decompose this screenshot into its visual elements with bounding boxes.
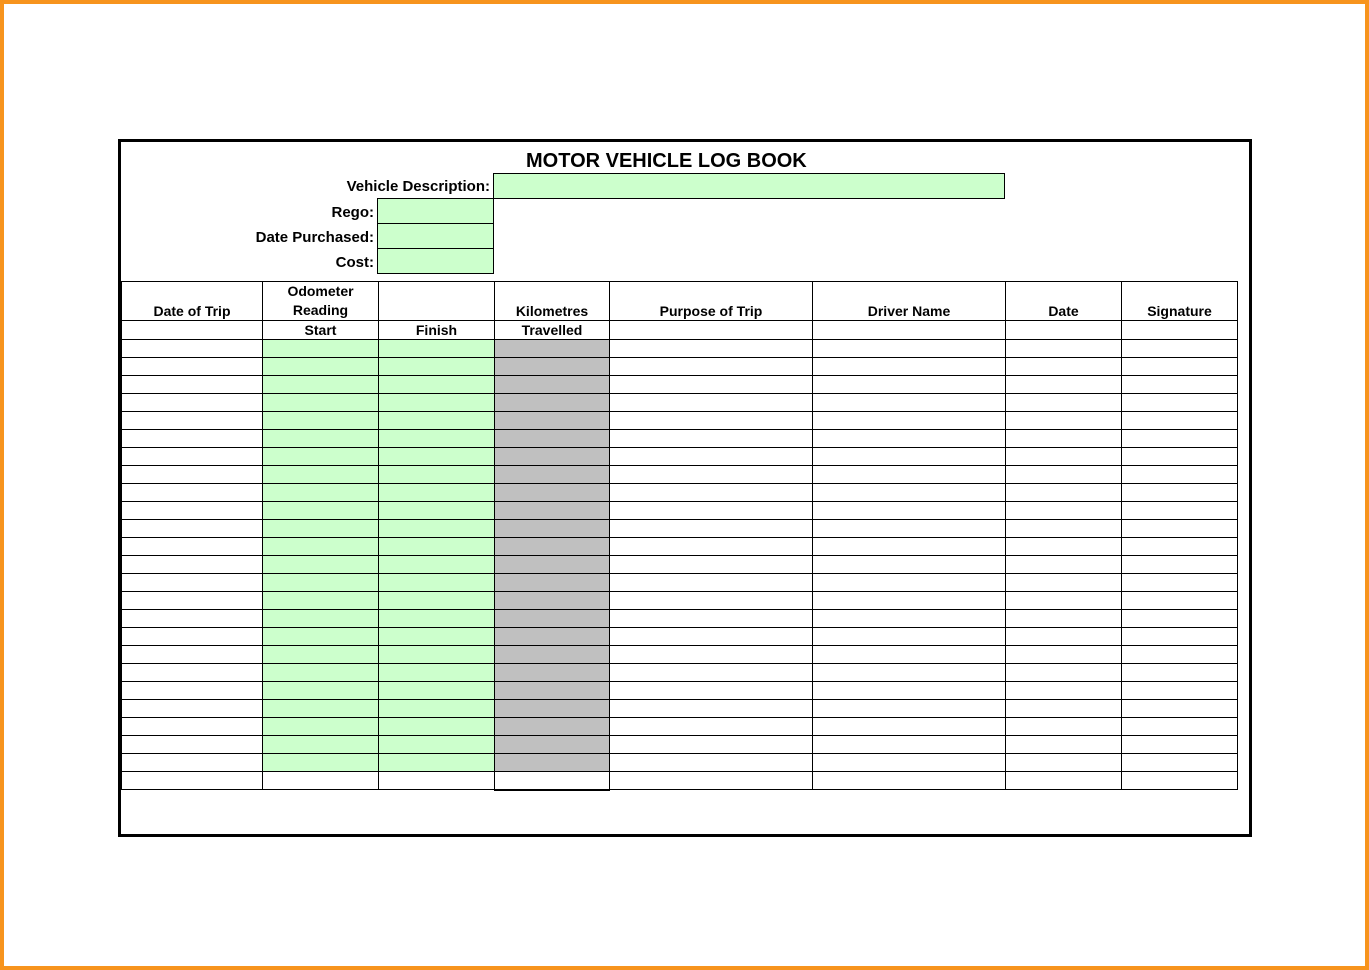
date-cell[interactable] (1006, 646, 1122, 664)
driver-name-cell[interactable] (813, 772, 1006, 790)
date-of-trip-cell[interactable] (122, 412, 263, 430)
date-purchased-label: Date Purchased: (255, 229, 374, 246)
purpose-of-trip-cell[interactable] (610, 646, 813, 664)
date-of-trip-cell[interactable] (122, 610, 263, 628)
purpose-of-trip-cell[interactable] (610, 700, 813, 718)
kilometres-travelled-cell (495, 448, 610, 466)
date-cell[interactable] (1006, 376, 1122, 394)
signature-cell[interactable] (1122, 538, 1238, 556)
odometer-finish-cell[interactable] (379, 772, 495, 790)
rego-field[interactable] (377, 198, 494, 224)
kilometres-travelled-cell (495, 376, 610, 394)
odometer-finish-cell[interactable] (379, 610, 495, 628)
signature-cell[interactable] (1122, 574, 1238, 592)
table-row (122, 502, 1238, 520)
odometer-start-cell[interactable] (263, 736, 379, 754)
kilometres-travelled-cell (495, 412, 610, 430)
purpose-of-trip-cell[interactable] (610, 358, 813, 376)
driver-name-cell[interactable] (813, 502, 1006, 520)
kilometres-travelled-cell (495, 718, 610, 736)
odometer-start-cell[interactable] (263, 430, 379, 448)
driver-name-cell[interactable] (813, 484, 1006, 502)
odometer-finish-cell[interactable] (379, 646, 495, 664)
odometer-start-cell[interactable] (263, 376, 379, 394)
table-row (122, 448, 1238, 466)
kilometres-travelled-cell (495, 556, 610, 574)
signature-cell[interactable] (1122, 340, 1238, 358)
signature-cell[interactable] (1122, 628, 1238, 646)
odometer-start-cell[interactable] (263, 358, 379, 376)
table-row (122, 610, 1238, 628)
date-of-trip-cell[interactable] (122, 664, 263, 682)
date-of-trip-cell[interactable] (122, 430, 263, 448)
vehicle-description-label: Vehicle Description: (346, 178, 490, 195)
odometer-start-cell[interactable] (263, 772, 379, 790)
trip-log-table (121, 281, 1238, 791)
purpose-of-trip-cell[interactable] (610, 664, 813, 682)
purpose-of-trip-cell[interactable] (610, 376, 813, 394)
date-cell[interactable] (1006, 448, 1122, 466)
kilometres-travelled-cell (495, 574, 610, 592)
date-of-trip-cell[interactable] (122, 466, 263, 484)
purpose-of-trip-cell[interactable] (610, 394, 813, 412)
date-of-trip-cell[interactable] (122, 772, 263, 790)
date-of-trip-cell[interactable] (122, 538, 263, 556)
date-cell[interactable] (1006, 628, 1122, 646)
date-cell[interactable] (1006, 556, 1122, 574)
header-date-of-trip-cont (122, 321, 263, 340)
header-row-1 (122, 282, 1238, 321)
driver-name-cell[interactable] (813, 556, 1006, 574)
signature-cell[interactable] (1122, 664, 1238, 682)
purpose-of-trip-cell[interactable] (610, 430, 813, 448)
header-purpose-of-trip: Purpose of Trip (610, 282, 813, 321)
table-row (122, 718, 1238, 736)
odometer-finish-cell[interactable] (379, 592, 495, 610)
driver-name-cell[interactable] (813, 520, 1006, 538)
driver-name-cell[interactable] (813, 664, 1006, 682)
odometer-start-cell[interactable] (263, 610, 379, 628)
purpose-of-trip-cell[interactable] (610, 592, 813, 610)
date-cell[interactable] (1006, 484, 1122, 502)
table-row (122, 538, 1238, 556)
date-of-trip-cell[interactable] (122, 646, 263, 664)
kilometres-travelled-cell (495, 358, 610, 376)
driver-name-cell[interactable] (813, 592, 1006, 610)
header-date-of-trip: Date of Trip (122, 282, 263, 321)
table-row (122, 556, 1238, 574)
driver-name-cell[interactable] (813, 736, 1006, 754)
signature-cell[interactable] (1122, 772, 1238, 790)
odometer-finish-cell[interactable] (379, 376, 495, 394)
driver-name-cell[interactable] (813, 754, 1006, 772)
odometer-start-cell[interactable] (263, 700, 379, 718)
signature-cell[interactable] (1122, 754, 1238, 772)
table-row (122, 646, 1238, 664)
signature-cell[interactable] (1122, 736, 1238, 754)
odometer-start-cell[interactable] (263, 682, 379, 700)
header-odometer-reading (263, 282, 379, 321)
table-row (122, 574, 1238, 592)
date-purchased-field[interactable] (377, 223, 494, 249)
date-of-trip-cell[interactable] (122, 502, 263, 520)
header-driver-name: Driver Name (813, 282, 1006, 321)
header-start: Start (263, 321, 379, 340)
signature-cell[interactable] (1122, 520, 1238, 538)
date-of-trip-cell[interactable] (122, 700, 263, 718)
odometer-finish-cell[interactable] (379, 466, 495, 484)
odometer-start-cell[interactable] (263, 664, 379, 682)
kilometres-travelled-cell (495, 502, 610, 520)
odometer-start-cell[interactable] (263, 574, 379, 592)
rego-label: Rego: (331, 204, 374, 221)
odometer-start-cell[interactable] (263, 394, 379, 412)
driver-name-cell[interactable] (813, 340, 1006, 358)
odometer-finish-cell[interactable] (379, 358, 495, 376)
signature-cell[interactable] (1122, 502, 1238, 520)
date-cell[interactable] (1006, 394, 1122, 412)
date-cell[interactable] (1006, 430, 1122, 448)
signature-cell[interactable] (1122, 592, 1238, 610)
kilometres-travelled-cell (495, 592, 610, 610)
date-cell[interactable] (1006, 466, 1122, 484)
odometer-start-cell[interactable] (263, 340, 379, 358)
table-row (122, 736, 1238, 754)
date-of-trip-cell[interactable] (122, 520, 263, 538)
driver-name-cell[interactable] (813, 394, 1006, 412)
odometer-start-cell[interactable] (263, 628, 379, 646)
date-of-trip-cell[interactable] (122, 340, 263, 358)
odometer-finish-cell[interactable] (379, 574, 495, 592)
driver-name-cell[interactable] (813, 358, 1006, 376)
odometer-finish-cell[interactable] (379, 340, 495, 358)
signature-cell[interactable] (1122, 682, 1238, 700)
date-cell[interactable] (1006, 736, 1122, 754)
odometer-start-cell[interactable] (263, 520, 379, 538)
odometer-start-cell[interactable] (263, 466, 379, 484)
signature-cell[interactable] (1122, 466, 1238, 484)
odometer-finish-cell[interactable] (379, 430, 495, 448)
table-row (122, 376, 1238, 394)
odometer-finish-cell[interactable] (379, 520, 495, 538)
signature-cell[interactable] (1122, 556, 1238, 574)
header-finish: Finish (379, 321, 495, 340)
odometer-start-cell[interactable] (263, 556, 379, 574)
odometer-finish-cell[interactable] (379, 754, 495, 772)
header-driver-cont (813, 321, 1006, 340)
kilometres-travelled-cell (495, 340, 610, 358)
odometer-finish-cell[interactable] (379, 664, 495, 682)
kilometres-travelled-cell (495, 646, 610, 664)
signature-cell[interactable] (1122, 718, 1238, 736)
purpose-of-trip-cell[interactable] (610, 340, 813, 358)
kilometres-travelled-cell (495, 682, 610, 700)
table-row (122, 682, 1238, 700)
driver-name-cell[interactable] (813, 430, 1006, 448)
date-cell[interactable] (1006, 664, 1122, 682)
header-date-cont (1006, 321, 1122, 340)
header-blank (379, 282, 495, 321)
date-cell[interactable] (1006, 358, 1122, 376)
kilometres-travelled-cell (495, 520, 610, 538)
driver-name-cell[interactable] (813, 628, 1006, 646)
kilometres-travelled-cell (495, 754, 610, 772)
signature-cell[interactable] (1122, 358, 1238, 376)
signature-cell[interactable] (1122, 448, 1238, 466)
purpose-of-trip-cell[interactable] (610, 412, 813, 430)
driver-name-cell[interactable] (813, 376, 1006, 394)
header-travelled: Travelled (495, 321, 610, 340)
odometer-start-cell[interactable] (263, 592, 379, 610)
driver-name-cell[interactable] (813, 682, 1006, 700)
table-row (122, 340, 1238, 358)
date-of-trip-cell[interactable] (122, 448, 263, 466)
date-of-trip-cell[interactable] (122, 394, 263, 412)
header-odometer-line2: Reading (292, 302, 349, 318)
odometer-finish-cell[interactable] (379, 448, 495, 466)
driver-name-cell[interactable] (813, 646, 1006, 664)
signature-cell[interactable] (1122, 484, 1238, 502)
kilometres-travelled-cell (495, 466, 610, 484)
odometer-start-cell[interactable] (263, 502, 379, 520)
signature-cell[interactable] (1122, 700, 1238, 718)
header-purpose-cont (610, 321, 813, 340)
purpose-of-trip-cell[interactable] (610, 556, 813, 574)
purpose-of-trip-cell[interactable] (610, 538, 813, 556)
signature-cell[interactable] (1122, 610, 1238, 628)
kilometres-travelled-cell (495, 484, 610, 502)
table-row (122, 358, 1238, 376)
date-cell[interactable] (1006, 502, 1122, 520)
odometer-finish-cell[interactable] (379, 412, 495, 430)
driver-name-cell[interactable] (813, 466, 1006, 484)
table-row (122, 466, 1238, 484)
kilometres-travelled-cell (495, 700, 610, 718)
kilometres-travelled-cell (495, 610, 610, 628)
driver-name-cell[interactable] (813, 448, 1006, 466)
table-row (122, 412, 1238, 430)
date-cell[interactable] (1006, 520, 1122, 538)
date-cell[interactable] (1006, 610, 1122, 628)
signature-cell[interactable] (1122, 394, 1238, 412)
signature-cell[interactable] (1122, 376, 1238, 394)
odometer-finish-cell[interactable] (379, 556, 495, 574)
table-row (122, 520, 1238, 538)
odometer-start-cell[interactable] (263, 448, 379, 466)
header-odometer-line1: Odometer (287, 283, 354, 299)
date-of-trip-cell[interactable] (122, 358, 263, 376)
date-of-trip-cell[interactable] (122, 574, 263, 592)
driver-name-cell[interactable] (813, 700, 1006, 718)
purpose-of-trip-cell[interactable] (610, 610, 813, 628)
odometer-finish-cell[interactable] (379, 700, 495, 718)
odometer-finish-cell[interactable] (379, 736, 495, 754)
table-row (122, 700, 1238, 718)
kilometres-travelled-cell (495, 772, 610, 790)
odometer-finish-cell[interactable] (379, 538, 495, 556)
driver-name-cell[interactable] (813, 574, 1006, 592)
date-cell[interactable] (1006, 538, 1122, 556)
odometer-finish-cell[interactable] (379, 682, 495, 700)
signature-cell[interactable] (1122, 412, 1238, 430)
cost-label: Cost: (335, 254, 374, 271)
date-of-trip-cell[interactable] (122, 718, 263, 736)
table-row (122, 664, 1238, 682)
date-of-trip-cell[interactable] (122, 484, 263, 502)
purpose-of-trip-cell[interactable] (610, 484, 813, 502)
kilometres-travelled-cell (495, 394, 610, 412)
odometer-start-cell[interactable] (263, 484, 379, 502)
header-kilometres: Kilometres (495, 282, 610, 321)
document-title: MOTOR VEHICLE LOG BOOK (526, 150, 807, 172)
kilometres-travelled-cell (495, 736, 610, 754)
purpose-of-trip-cell[interactable] (610, 466, 813, 484)
table-row (122, 484, 1238, 502)
header-signature: Signature (1122, 282, 1238, 321)
odometer-start-cell[interactable] (263, 646, 379, 664)
header-signature-cont (1122, 321, 1238, 340)
signature-cell[interactable] (1122, 430, 1238, 448)
purpose-of-trip-cell[interactable] (610, 574, 813, 592)
driver-name-cell[interactable] (813, 412, 1006, 430)
purpose-of-trip-cell[interactable] (610, 502, 813, 520)
purpose-of-trip-cell[interactable] (610, 736, 813, 754)
table-row (122, 628, 1238, 646)
kilometres-travelled-cell (495, 664, 610, 682)
table-row (122, 592, 1238, 610)
driver-name-cell[interactable] (813, 610, 1006, 628)
driver-name-cell[interactable] (813, 718, 1006, 736)
date-cell[interactable] (1006, 340, 1122, 358)
header-date: Date (1006, 282, 1122, 321)
vehicle-description-field[interactable] (493, 173, 1005, 199)
kilometres-travelled-cell (495, 430, 610, 448)
date-of-trip-cell[interactable] (122, 556, 263, 574)
odometer-start-cell[interactable] (263, 538, 379, 556)
date-cell[interactable] (1006, 772, 1122, 790)
kilometres-travelled-cell (495, 628, 610, 646)
date-of-trip-cell[interactable] (122, 754, 263, 772)
date-of-trip-cell[interactable] (122, 736, 263, 754)
purpose-of-trip-cell[interactable] (610, 682, 813, 700)
date-of-trip-cell[interactable] (122, 682, 263, 700)
purpose-of-trip-cell[interactable] (610, 448, 813, 466)
purpose-of-trip-cell[interactable] (610, 520, 813, 538)
odometer-start-cell[interactable] (263, 754, 379, 772)
driver-name-cell[interactable] (813, 538, 1006, 556)
table-row (122, 754, 1238, 772)
purpose-of-trip-cell[interactable] (610, 628, 813, 646)
signature-cell[interactable] (1122, 646, 1238, 664)
purpose-of-trip-cell[interactable] (610, 754, 813, 772)
date-cell[interactable] (1006, 754, 1122, 772)
table-row (122, 430, 1238, 448)
date-cell[interactable] (1006, 412, 1122, 430)
date-cell[interactable] (1006, 718, 1122, 736)
cost-field[interactable] (377, 248, 494, 274)
odometer-start-cell[interactable] (263, 412, 379, 430)
table-row (122, 772, 1238, 790)
date-of-trip-cell[interactable] (122, 628, 263, 646)
odometer-finish-cell[interactable] (379, 718, 495, 736)
odometer-finish-cell[interactable] (379, 502, 495, 520)
kilometres-travelled-cell (495, 538, 610, 556)
header-row-2 (122, 321, 1238, 340)
table-row (122, 394, 1238, 412)
odometer-finish-cell[interactable] (379, 628, 495, 646)
odometer-finish-cell[interactable] (379, 484, 495, 502)
date-cell[interactable] (1006, 574, 1122, 592)
purpose-of-trip-cell[interactable] (610, 718, 813, 736)
purpose-of-trip-cell[interactable] (610, 772, 813, 790)
date-of-trip-cell[interactable] (122, 592, 263, 610)
date-cell[interactable] (1006, 592, 1122, 610)
date-of-trip-cell[interactable] (122, 376, 263, 394)
date-cell[interactable] (1006, 700, 1122, 718)
odometer-start-cell[interactable] (263, 718, 379, 736)
date-cell[interactable] (1006, 682, 1122, 700)
odometer-finish-cell[interactable] (379, 394, 495, 412)
